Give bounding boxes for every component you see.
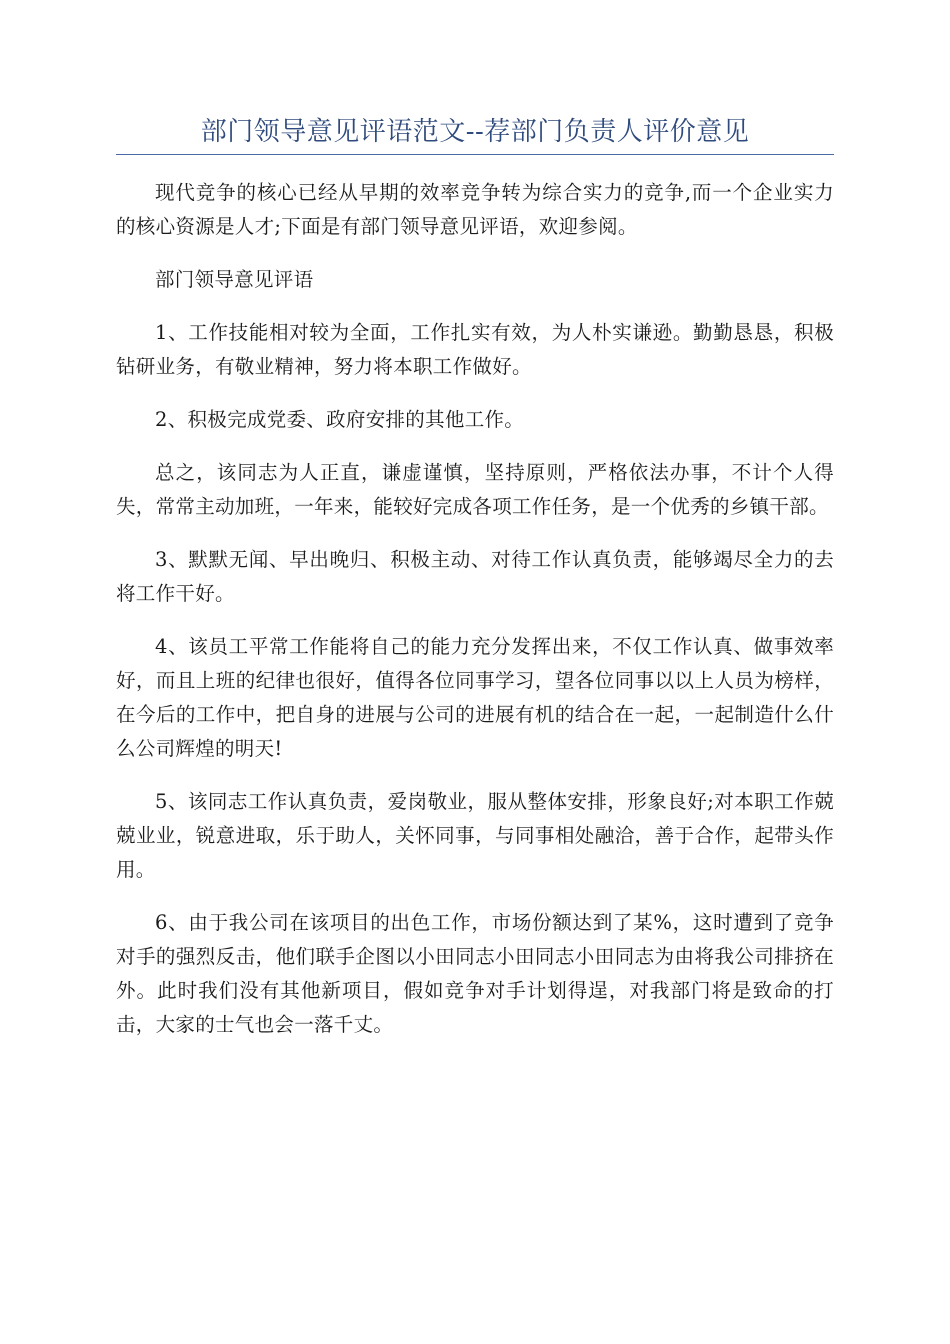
paragraph-item-1: 1、工作技能相对较为全面，工作扎实有效，为人朴实谦逊。勤勤恳恳，积极钻研业务，有敬业精神，努力将本职工作做好。 — [116, 321, 834, 378]
paragraph-item-4: 4、该员工平常工作能将自己的能力充分发挥出来，不仅工作认真、做事效率好，而且上班的纪律也很好，值得各位同事学习，望各位同事以以上人员为榜样，在今后的工作中，把自身的进展与公司的进展有机的结合在一起，一起制造什么什么公司辉煌的明天! — [116, 635, 834, 760]
paragraph-item-6: 6、由于我公司在该项目的出色工作，市场份额达到了某%，这时遭到了竞争对手的强烈反击，他们联手企图以小田同志小田同志小田同志为由将我公司排挤在外。此时我们没有其他新项目，假如竞争对手计划得逞，对我部门将是致命的打击，大家的士气也会一落千丈。 — [116, 911, 834, 1036]
document-body — [116, 176, 834, 1061]
title-underline — [116, 154, 834, 155]
document-title: 部门领导意见评语范文--荐部门负责人评价意见 — [200, 117, 750, 147]
section-heading: 部门领导意见评语 — [155, 268, 314, 291]
paragraph-item-3: 3、默默无闻、早出晚归、积极主动、对待工作认真负责，能够竭尽全力的去将工作干好。 — [116, 548, 834, 605]
paragraph-summary: 总之，该同志为人正直，谦虚谨慎，坚持原则，严格依法办事，不计个人得失，常常主动加班，一年来，能较好完成各项工作任务，是一个优秀的乡镇干部。 — [116, 461, 834, 518]
paragraph-item-5: 5、该同志工作认真负责，爱岗敬业，服从整体安排，形象良好;对本职工作兢兢业业，锐意进取，乐于助人，关怀同事，与同事相处融洽，善于合作，起带头作用。 — [116, 790, 834, 881]
paragraph-item-2: 2、积极完成党委、政府安排的其他工作。 — [155, 408, 525, 431]
paragraph-intro: 现代竞争的核心已经从早期的效率竞争转为综合实力的竞争,而一个企业实力的核心资源是人才;下面是有部门领导意见评语，欢迎参阅。 — [116, 181, 834, 238]
